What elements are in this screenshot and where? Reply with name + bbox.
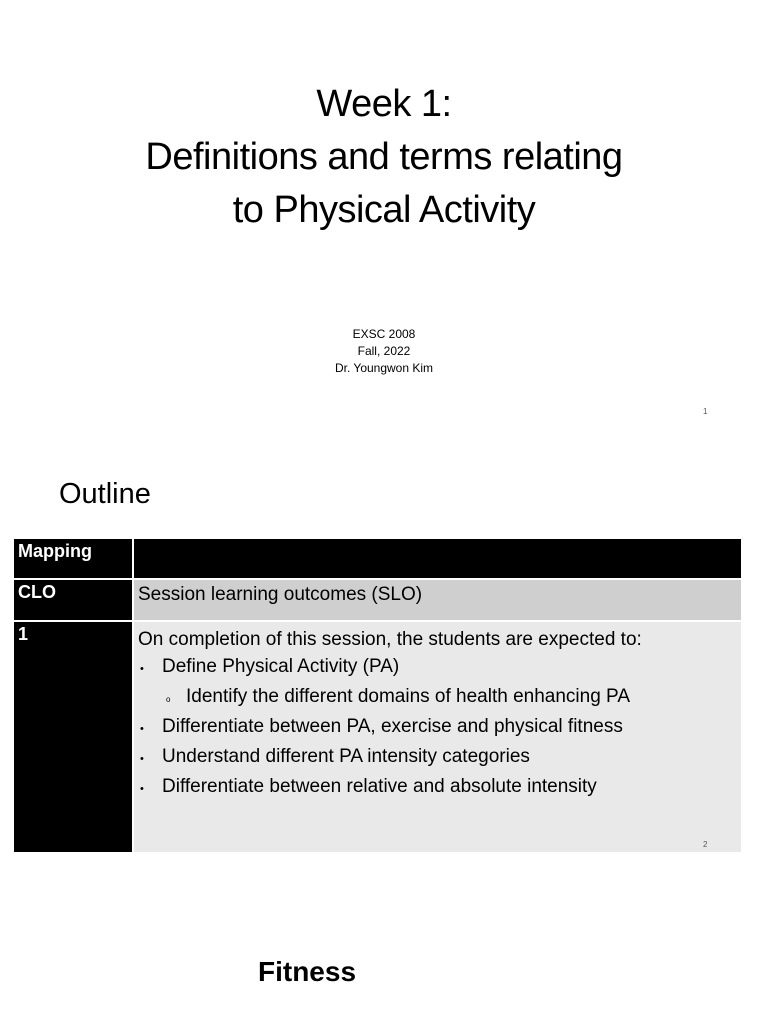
outline-table [14, 539, 741, 852]
outline-title: Outline [59, 478, 151, 510]
slide1-title [0, 78, 768, 237]
bullet-icon: • [140, 783, 144, 795]
list-item: • Define Physical Activity (PA) [138, 653, 737, 683]
list-item: • Differentiate between relative and absolute intensity [138, 773, 737, 803]
course-meta [0, 326, 768, 377]
bullet-icon: • [140, 663, 144, 675]
title-line-2: Definitions and terms relating [145, 136, 623, 178]
bullet-icon: • [140, 753, 144, 765]
fitness-title: Fitness [258, 956, 357, 987]
bullet-icon: • [140, 723, 144, 735]
row-number: 1 [14, 621, 133, 852]
clo-label: CLO [14, 579, 133, 621]
list-item: • Understand different PA intensity categories [138, 743, 737, 773]
table-header-row [14, 539, 741, 579]
table-row [14, 621, 741, 852]
page-number-1: 1 [703, 407, 708, 416]
title-line-1: Week 1: [316, 83, 452, 125]
table-clo-row [14, 579, 741, 621]
title-line-3: to Physical Activity [232, 189, 536, 231]
page-number-2: 2 [703, 840, 708, 849]
sub-bullet-icon: o [166, 695, 171, 704]
instructor-name: Dr. Youngwon Kim [334, 361, 434, 375]
list-item: o Identify the different domains of health enhancing PA [138, 683, 737, 713]
slo-label: Session learning outcomes (SLO) [133, 579, 741, 621]
outcomes-intro: On completion of this session, the students are expected to: [138, 629, 642, 650]
outcomes-cell [133, 621, 741, 852]
course-term: Fall, 2022 [357, 344, 411, 358]
list-item: • Differentiate between PA, exercise and physical fitness [138, 713, 737, 743]
course-code: EXSC 2008 [352, 327, 416, 341]
mapping-header: Mapping [14, 539, 133, 579]
header-blank-cell [133, 539, 741, 579]
